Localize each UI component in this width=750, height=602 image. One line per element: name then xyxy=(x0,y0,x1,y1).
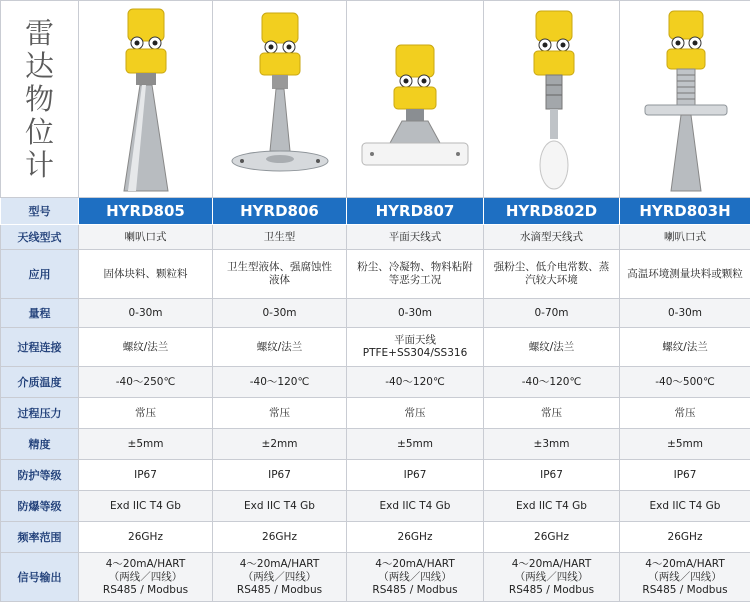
spec-value-cell xyxy=(484,553,620,602)
spec-value-line: IP67 xyxy=(349,469,481,482)
spec-value-line: 卫生型 xyxy=(215,231,344,244)
spec-value-cell xyxy=(347,398,484,429)
spec-value-line: IP67 xyxy=(486,469,617,482)
horn-antenna-radar-image xyxy=(86,3,206,195)
product-photo-cell xyxy=(213,1,347,198)
spec-value-line: -40～120℃ xyxy=(349,376,481,389)
spec-value-cell xyxy=(347,250,484,299)
spec-value-line: RS485 / Modbus xyxy=(81,584,210,597)
spec-value-cell xyxy=(484,299,620,328)
spec-value-line: RS485 / Modbus xyxy=(486,584,617,597)
spec-value-line: 螺纹/法兰 xyxy=(622,341,748,354)
spec-value-line: ±5mm xyxy=(349,438,481,451)
spec-row xyxy=(1,553,750,602)
spec-value-cell xyxy=(347,491,484,522)
spec-value-cell xyxy=(620,460,750,491)
drop-antenna-radar-image xyxy=(490,3,614,195)
spec-value-line: 0-30m xyxy=(349,307,481,320)
model-name: HYRD806 xyxy=(213,198,347,225)
model-name: HYRD807 xyxy=(347,198,484,225)
spec-row xyxy=(1,250,750,299)
spec-value-line: Exd IIC T4 Gb xyxy=(349,500,481,513)
spec-value-line: RS485 / Modbus xyxy=(215,584,344,597)
spec-value-line: 26GHz xyxy=(486,531,617,544)
spec-value-cell xyxy=(213,429,347,460)
spec-row-label: 防护等级 xyxy=(1,460,79,491)
spec-value-cell xyxy=(79,460,213,491)
spec-value-cell xyxy=(213,367,347,398)
spec-value-cell xyxy=(213,491,347,522)
spec-row-label: 介质温度 xyxy=(1,367,79,398)
spec-row xyxy=(1,367,750,398)
spec-value-cell xyxy=(79,250,213,299)
spec-value-line: Exd IIC T4 Gb xyxy=(486,500,617,513)
spec-value-cell xyxy=(213,250,347,299)
spec-value-cell xyxy=(620,225,750,250)
spec-row xyxy=(1,491,750,522)
spec-row-label: 信号输出 xyxy=(1,553,79,602)
spec-value-cell xyxy=(79,553,213,602)
spec-value-cell xyxy=(79,398,213,429)
spec-value-line: 26GHz xyxy=(81,531,210,544)
spec-value-cell xyxy=(79,429,213,460)
spec-value-line: PTFE+SS304/SS316 xyxy=(349,347,481,360)
spec-value-line: 0-70m xyxy=(486,307,617,320)
spec-value-cell xyxy=(347,299,484,328)
spec-row xyxy=(1,225,750,250)
spec-value-line: RS485 / Modbus xyxy=(622,584,748,597)
spec-value-cell xyxy=(79,225,213,250)
spec-value-line: IP67 xyxy=(622,469,748,482)
spec-value-line: 螺纹/法兰 xyxy=(486,341,617,354)
spec-value-cell xyxy=(620,398,750,429)
model-name: HYRD803H xyxy=(620,198,750,225)
spec-value-line: 常压 xyxy=(349,407,481,420)
spec-value-line: -40～120℃ xyxy=(486,376,617,389)
product-photo-cell xyxy=(620,1,750,198)
spec-row xyxy=(1,398,750,429)
spec-value-line: 喇叭口式 xyxy=(81,231,210,244)
spec-value-line: 高温环境测量块料或颗粒 xyxy=(622,268,748,281)
spec-row-label: 过程连接 xyxy=(1,328,79,367)
spec-value-cell xyxy=(79,522,213,553)
spec-value-line: 平面天线式 xyxy=(349,231,481,244)
spec-value-line: Exd IIC T4 Gb xyxy=(622,500,748,513)
spec-value-line: 4～20mA/HART xyxy=(486,558,617,571)
spec-value-cell xyxy=(347,429,484,460)
spec-value-line: 4～20mA/HART xyxy=(349,558,481,571)
title-char: 物 xyxy=(1,83,78,116)
spec-value-cell xyxy=(484,398,620,429)
spec-value-cell xyxy=(620,299,750,328)
spec-value-line: 4～20mA/HART xyxy=(622,558,748,571)
spec-value-line: 0-30m xyxy=(81,307,210,320)
spec-value-line: 0-30m xyxy=(622,307,748,320)
spec-value-cell xyxy=(79,491,213,522)
spec-value-line: 常压 xyxy=(486,407,617,420)
spec-value-cell xyxy=(484,250,620,299)
spec-value-line: 0-30m xyxy=(215,307,344,320)
spec-value-cell xyxy=(484,491,620,522)
spec-value-cell xyxy=(484,367,620,398)
spec-value-line: （两线／四线） xyxy=(486,571,617,584)
spec-row-label: 频率范围 xyxy=(1,522,79,553)
spec-row-label: 防爆等级 xyxy=(1,491,79,522)
spec-value-line: -40～120℃ xyxy=(215,376,344,389)
spec-value-cell xyxy=(484,460,620,491)
spec-value-cell xyxy=(213,398,347,429)
spec-row xyxy=(1,299,750,328)
spec-value-line: ±3mm xyxy=(486,438,617,451)
spec-value-line: （两线／四线） xyxy=(215,571,344,584)
spec-row xyxy=(1,328,750,367)
spec-value-cell xyxy=(620,367,750,398)
high-temp-horn-radar-image xyxy=(625,3,745,195)
spec-value-cell xyxy=(620,429,750,460)
sanitary-flange-radar-image xyxy=(218,3,342,195)
spec-value-line: 卫生型液体、强腐蚀性 xyxy=(215,261,344,274)
spec-value-cell xyxy=(484,328,620,367)
spec-value-line: Exd IIC T4 Gb xyxy=(215,500,344,513)
spec-value-line: 常压 xyxy=(622,407,748,420)
spec-value-cell xyxy=(347,553,484,602)
spec-value-line: （两线／四线） xyxy=(622,571,748,584)
spec-value-line: Exd IIC T4 Gb xyxy=(81,500,210,513)
spec-value-cell xyxy=(620,522,750,553)
spec-row-label: 过程压力 xyxy=(1,398,79,429)
spec-value-line: 喇叭口式 xyxy=(622,231,748,244)
title-char: 雷 xyxy=(1,17,78,50)
spec-row-label: 应用 xyxy=(1,250,79,299)
spec-value-line: 26GHz xyxy=(349,531,481,544)
spec-value-cell xyxy=(347,328,484,367)
product-photo-cell xyxy=(79,1,213,198)
spec-value-cell xyxy=(620,328,750,367)
spec-value-cell xyxy=(620,250,750,299)
spec-value-cell xyxy=(620,553,750,602)
spec-value-cell xyxy=(484,225,620,250)
sheet-title xyxy=(1,1,79,198)
spec-value-line: RS485 / Modbus xyxy=(349,584,481,597)
spec-value-line: 平面天线 xyxy=(349,334,481,347)
product-photo-cell xyxy=(484,1,620,198)
spec-value-line: （两线／四线） xyxy=(349,571,481,584)
title-char: 达 xyxy=(1,50,78,83)
spec-value-line: ±5mm xyxy=(81,438,210,451)
spec-value-cell xyxy=(79,328,213,367)
spec-value-line: -40～250℃ xyxy=(81,376,210,389)
spec-value-cell xyxy=(484,522,620,553)
spec-value-cell xyxy=(620,491,750,522)
spec-value-line: 螺纹/法兰 xyxy=(215,341,344,354)
model-name: HYRD805 xyxy=(79,198,213,225)
product-photo-cell xyxy=(347,1,484,198)
spec-value-line: 常压 xyxy=(81,407,210,420)
spec-value-line: 汽较大环境 xyxy=(486,274,617,287)
spec-value-cell xyxy=(213,553,347,602)
spec-value-line: （两线／四线） xyxy=(81,571,210,584)
model-header-row xyxy=(1,198,750,225)
spec-value-cell xyxy=(347,522,484,553)
spec-value-cell xyxy=(79,367,213,398)
spec-row-label: 量程 xyxy=(1,299,79,328)
spec-value-line: 强粉尘、低介电常数、蒸 xyxy=(486,261,617,274)
spec-value-line: 常压 xyxy=(215,407,344,420)
spec-row xyxy=(1,522,750,553)
spec-value-cell xyxy=(484,429,620,460)
title-char: 计 xyxy=(1,149,78,182)
spec-value-line: 水滴型天线式 xyxy=(486,231,617,244)
spec-value-line: -40～500℃ xyxy=(622,376,748,389)
spec-value-cell xyxy=(213,460,347,491)
header-label: 型号 xyxy=(1,198,79,225)
spec-value-line: 粉尘、冷凝物、物料粘附 xyxy=(349,261,481,274)
spec-value-line: 等恶劣工况 xyxy=(349,274,481,287)
spec-value-cell xyxy=(347,460,484,491)
model-name: HYRD802D xyxy=(484,198,620,225)
spec-row-label: 精度 xyxy=(1,429,79,460)
spec-value-cell xyxy=(347,367,484,398)
spec-value-line: 螺纹/法兰 xyxy=(81,341,210,354)
spec-row-label: 天线型式 xyxy=(1,225,79,250)
spec-value-line: ±5mm xyxy=(622,438,748,451)
spec-value-cell xyxy=(79,299,213,328)
planar-antenna-radar-image xyxy=(352,3,478,195)
spec-value-line: 固体块料、颗粒料 xyxy=(81,268,210,281)
spec-value-cell xyxy=(213,225,347,250)
spec-row xyxy=(1,429,750,460)
spec-value-cell xyxy=(213,299,347,328)
spec-value-line: IP67 xyxy=(81,469,210,482)
title-char: 位 xyxy=(1,116,78,149)
spec-value-cell xyxy=(213,328,347,367)
spec-value-line: 4～20mA/HART xyxy=(81,558,210,571)
spec-value-line: 26GHz xyxy=(215,531,344,544)
product-photo-row xyxy=(1,1,750,198)
spec-value-line: IP67 xyxy=(215,469,344,482)
spec-value-line: ±2mm xyxy=(215,438,344,451)
spec-row xyxy=(1,460,750,491)
spec-value-cell xyxy=(347,225,484,250)
spec-value-line: 液体 xyxy=(215,274,344,287)
spec-value-line: 4～20mA/HART xyxy=(215,558,344,571)
spec-value-line: 26GHz xyxy=(622,531,748,544)
spec-value-cell xyxy=(213,522,347,553)
